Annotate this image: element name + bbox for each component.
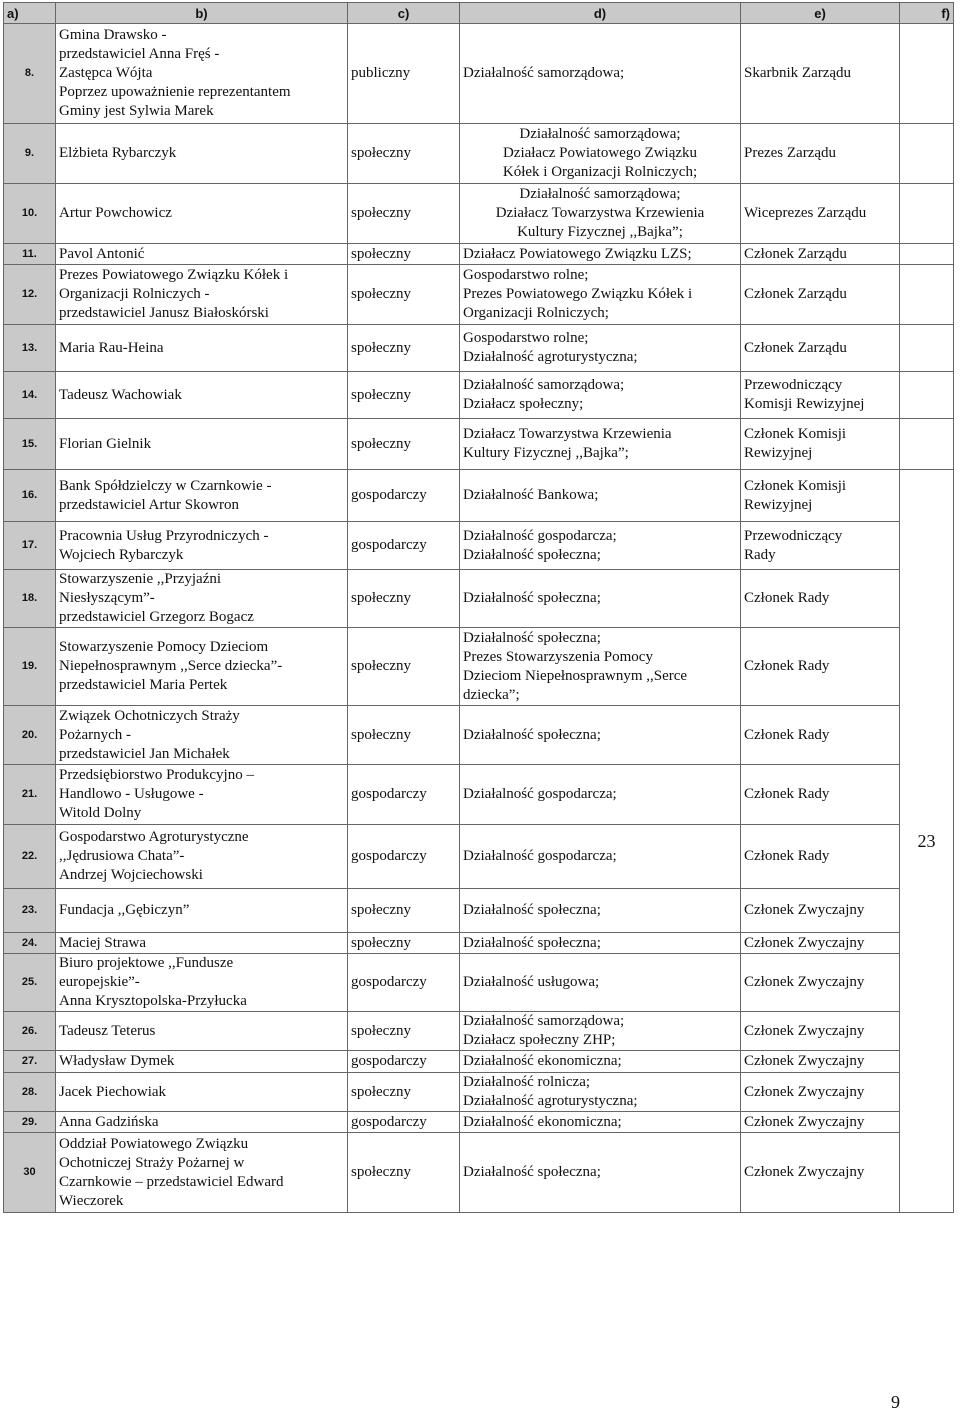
table-body <box>4 24 954 1213</box>
header-col-c: c) <box>348 3 460 24</box>
header-col-d: d) <box>460 3 741 24</box>
table-row <box>4 419 954 470</box>
table-row <box>4 954 954 1012</box>
row-number: 18. <box>4 570 56 628</box>
row-number: 17. <box>4 522 56 570</box>
column-f-cell <box>900 372 954 419</box>
sector-type: społeczny <box>348 325 460 372</box>
sector-type: społeczny <box>348 184 460 244</box>
table-row <box>4 184 954 244</box>
column-f-cell <box>900 184 954 244</box>
board-role: Członek Rady <box>741 628 900 706</box>
table-row <box>4 706 954 765</box>
table-row <box>4 470 954 522</box>
table-row <box>4 522 954 570</box>
member-name: Władysław Dymek <box>56 1051 348 1073</box>
member-name: Anna Gadzińska <box>56 1112 348 1133</box>
header-col-f: f) <box>900 3 954 24</box>
table-row <box>4 628 954 706</box>
column-f-cell <box>900 124 954 184</box>
table-row <box>4 825 954 889</box>
board-role: Członek Rady <box>741 706 900 765</box>
activity-description: Działalność społeczna; <box>460 933 741 954</box>
sector-type: społeczny <box>348 628 460 706</box>
board-role: Członek Zarządu <box>741 265 900 325</box>
member-name: Prezes Powiatowego Związku Kółek i Organizacji Rolniczych - przedstawiciel Janusz Białoskórski <box>56 265 348 325</box>
sector-type: społeczny <box>348 706 460 765</box>
member-name: Gmina Drawsko - przedstawiciel Anna Fręś - Zastępca Wójta Poprzez upoważnienie reprezentantem Gminy jest Sylwia Marek <box>56 24 348 124</box>
member-name: Przedsiębiorstwo Produkcyjno – Handlowo - Usługowe - Witold Dolny <box>56 765 348 825</box>
board-role: Członek Zwyczajny <box>741 1073 900 1112</box>
table-row <box>4 765 954 825</box>
header-col-e: e) <box>741 3 900 24</box>
table-row <box>4 124 954 184</box>
board-role: Członek Zwyczajny <box>741 1012 900 1051</box>
member-name: Oddział Powiatowego Związku Ochotniczej Straży Pożarnej w Czarnkowie – przedstawiciel Edward Wieczorek <box>56 1133 348 1213</box>
table-row <box>4 570 954 628</box>
row-number: 19. <box>4 628 56 706</box>
board-role: Wiceprezes Zarządu <box>741 184 900 244</box>
sector-type: społeczny <box>348 1073 460 1112</box>
members-table <box>3 2 954 1213</box>
member-name: Elżbieta Rybarczyk <box>56 124 348 184</box>
member-name: Stowarzyszenie ,,Przyjaźni Niesłyszącym”- przedstawiciel Grzegorz Bogacz <box>56 570 348 628</box>
member-name: Gospodarstwo Agroturystyczne ,,Jędrusiowa Chata”- Andrzej Wojciechowski <box>56 825 348 889</box>
member-name: Pracownia Usług Przyrodniczych - Wojciech Rybarczyk <box>56 522 348 570</box>
board-role: Członek Komisji Rewizyjnej <box>741 470 900 522</box>
activity-description: Działalność społeczna; <box>460 889 741 933</box>
sector-type: publiczny <box>348 24 460 124</box>
table-row <box>4 265 954 325</box>
activity-description: Działalność usługowa; <box>460 954 741 1012</box>
sector-type: gospodarczy <box>348 1112 460 1133</box>
row-number: 29. <box>4 1112 56 1133</box>
table-row <box>4 1051 954 1073</box>
board-role: Członek Zwyczajny <box>741 933 900 954</box>
board-role: Członek Zwyczajny <box>741 954 900 1012</box>
page-number: 9 <box>891 1392 900 1412</box>
activity-description: Działacz Powiatowego Związku LZS; <box>460 244 741 265</box>
row-number: 21. <box>4 765 56 825</box>
table-row <box>4 1133 954 1213</box>
board-role: Członek Rady <box>741 825 900 889</box>
activity-description: Działalność samorządowa; Działacz społeczny ZHP; <box>460 1012 741 1051</box>
activity-description: Działalność ekonomiczna; <box>460 1112 741 1133</box>
member-name: Biuro projektowe ,,Fundusze europejskie”- Anna Krysztopolska-Przyłucka <box>56 954 348 1012</box>
row-number: 25. <box>4 954 56 1012</box>
row-number: 30 <box>4 1133 56 1213</box>
activity-description: Działalność społeczna; Prezes Stowarzyszenia Pomocy Dzieciom Niepełnosprawnym ,,Serce dziecka”; <box>460 628 741 706</box>
sector-type: społeczny <box>348 419 460 470</box>
row-number: 8. <box>4 24 56 124</box>
sector-type: społeczny <box>348 244 460 265</box>
member-name: Maria Rau-Heina <box>56 325 348 372</box>
member-name: Florian Gielnik <box>56 419 348 470</box>
activity-description: Działalność samorządowa; Działacz społeczny; <box>460 372 741 419</box>
sector-type: gospodarczy <box>348 1051 460 1073</box>
header-col-b: b) <box>56 3 348 24</box>
row-number: 16. <box>4 470 56 522</box>
activity-description: Działalność gospodarcza; <box>460 825 741 889</box>
column-f-cell <box>900 24 954 124</box>
board-role: Członek Zwyczajny <box>741 889 900 933</box>
row-number: 24. <box>4 933 56 954</box>
row-number: 11. <box>4 244 56 265</box>
row-number: 14. <box>4 372 56 419</box>
column-f-cell <box>900 419 954 470</box>
row-number: 12. <box>4 265 56 325</box>
header-col-a: a) <box>4 3 56 24</box>
activity-description: Działalność samorządowa; Działacz Powiatowego Związku Kółek i Organizacji Rolniczych; <box>460 124 741 184</box>
board-role: Prezes Zarządu <box>741 124 900 184</box>
member-name: Stowarzyszenie Pomocy Dzieciom Niepełnosprawnym ,,Serce dziecka”- przedstawiciel Maria Pertek <box>56 628 348 706</box>
row-number: 13. <box>4 325 56 372</box>
sector-type: gospodarczy <box>348 954 460 1012</box>
table-row <box>4 933 954 954</box>
sector-type: społeczny <box>348 1133 460 1213</box>
row-number: 22. <box>4 825 56 889</box>
sector-type: gospodarczy <box>348 765 460 825</box>
table-row <box>4 244 954 265</box>
column-f-cell <box>900 244 954 265</box>
column-f-cell <box>900 325 954 372</box>
row-number: 28. <box>4 1073 56 1112</box>
table-row <box>4 24 954 124</box>
sector-type: gospodarczy <box>348 522 460 570</box>
activity-description: Działalność społeczna; <box>460 706 741 765</box>
row-number: 23. <box>4 889 56 933</box>
table-row <box>4 889 954 933</box>
sector-type: społeczny <box>348 933 460 954</box>
activity-description: Działalność rolnicza; Działalność agroturystyczna; <box>460 1073 741 1112</box>
member-name: Maciej Strawa <box>56 933 348 954</box>
activity-description: Działalność ekonomiczna; <box>460 1051 741 1073</box>
activity-description: Działalność Bankowa; <box>460 470 741 522</box>
activity-description: Działacz Towarzystwa Krzewienia Kultury Fizycznej ,,Bajka”; <box>460 419 741 470</box>
activity-description: Działalność gospodarcza; <box>460 765 741 825</box>
member-name: Artur Powchowicz <box>56 184 348 244</box>
sector-type: gospodarczy <box>348 825 460 889</box>
sector-type: społeczny <box>348 265 460 325</box>
board-role: Członek Rady <box>741 765 900 825</box>
row-number: 15. <box>4 419 56 470</box>
table-row <box>4 1073 954 1112</box>
activity-description: Działalność społeczna; <box>460 1133 741 1213</box>
activity-description: Działalność społeczna; <box>460 570 741 628</box>
board-role: Członek Zwyczajny <box>741 1051 900 1073</box>
column-f-value: 23 <box>900 470 954 1213</box>
board-role: Członek Zwyczajny <box>741 1133 900 1213</box>
board-role: Członek Zarządu <box>741 325 900 372</box>
sector-type: społeczny <box>348 570 460 628</box>
board-role: Członek Komisji Rewizyjnej <box>741 419 900 470</box>
row-number: 27. <box>4 1051 56 1073</box>
row-number: 20. <box>4 706 56 765</box>
activity-description: Działalność gospodarcza; Działalność społeczna; <box>460 522 741 570</box>
sector-type: gospodarczy <box>348 470 460 522</box>
sector-type: społeczny <box>348 124 460 184</box>
member-name: Tadeusz Teterus <box>56 1012 348 1051</box>
sector-type: społeczny <box>348 372 460 419</box>
table-row <box>4 1012 954 1051</box>
activity-description: Działalność samorządowa; <box>460 24 741 124</box>
table-row <box>4 372 954 419</box>
board-role: Przewodniczący Komisji Rewizyjnej <box>741 372 900 419</box>
member-name: Fundacja ,,Gębiczyn” <box>56 889 348 933</box>
board-role: Członek Zwyczajny <box>741 1112 900 1133</box>
board-role: Skarbnik Zarządu <box>741 24 900 124</box>
board-role: Przewodniczący Rady <box>741 522 900 570</box>
table-row <box>4 325 954 372</box>
member-name: Bank Spółdzielczy w Czarnkowie - przedstawiciel Artur Skowron <box>56 470 348 522</box>
board-role: Członek Rady <box>741 570 900 628</box>
board-role: Członek Zarządu <box>741 244 900 265</box>
member-name: Tadeusz Wachowiak <box>56 372 348 419</box>
header-row <box>4 3 954 24</box>
sector-type: społeczny <box>348 889 460 933</box>
activity-description: Gospodarstwo rolne; Prezes Powiatowego Związku Kółek i Organizacji Rolniczych; <box>460 265 741 325</box>
member-name: Jacek Piechowiak <box>56 1073 348 1112</box>
member-name: Związek Ochotniczych Straży Pożarnych - przedstawiciel Jan Michałek <box>56 706 348 765</box>
member-name: Pavol Antonić <box>56 244 348 265</box>
sector-type: społeczny <box>348 1012 460 1051</box>
column-f-cell <box>900 265 954 325</box>
row-number: 10. <box>4 184 56 244</box>
activity-description: Działalność samorządowa; Działacz Towarzystwa Krzewienia Kultury Fizycznej ,,Bajka”; <box>460 184 741 244</box>
row-number: 26. <box>4 1012 56 1051</box>
row-number: 9. <box>4 124 56 184</box>
activity-description: Gospodarstwo rolne; Działalność agroturystyczna; <box>460 325 741 372</box>
table-row <box>4 1112 954 1133</box>
